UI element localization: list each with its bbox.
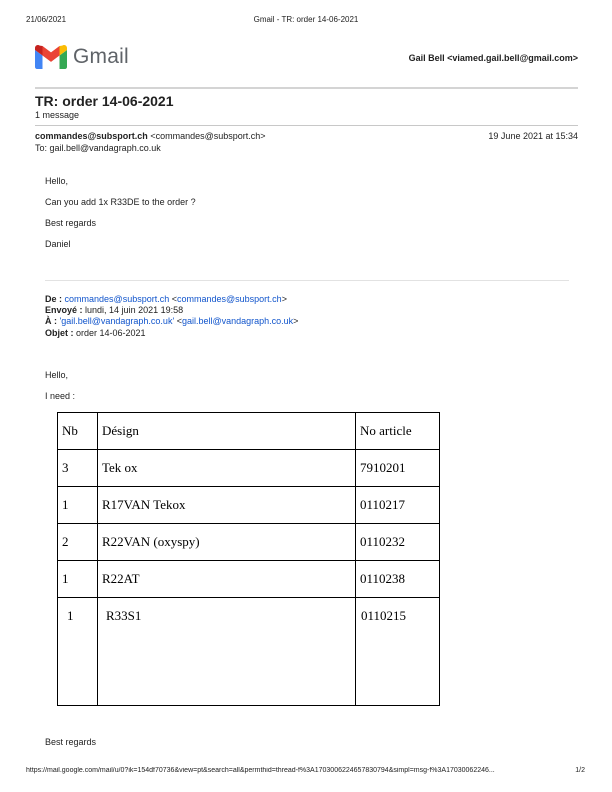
cell-nb: 1 — [58, 561, 98, 598]
message-to: To: gail.bell@vandagraph.co.uk — [35, 143, 161, 153]
message-from — [35, 131, 266, 141]
gmail-m-icon — [35, 45, 67, 69]
gmail-logo-text: Gmail — [73, 45, 129, 68]
print-title: Gmail - TR: order 14-06-2021 — [253, 15, 359, 24]
forward-de-label: De : — [45, 294, 63, 304]
forward-to: À : 'gail.bell@vandagraph.co.uk' <gail.bell@vandagraph.co.uk> — [45, 316, 299, 326]
subject-divider — [35, 125, 578, 126]
table-header-row — [58, 413, 440, 450]
forward-subject — [45, 328, 146, 338]
forward-sent — [45, 305, 183, 315]
thread-subject: TR: order 14-06-2021 — [35, 93, 174, 109]
cell-design: R22VAN (oxyspy) — [98, 524, 356, 561]
cell-design: R33S1 — [98, 598, 356, 706]
cell-nb: 2 — [58, 524, 98, 561]
header-article: No article — [356, 413, 440, 450]
forward-envoye-value: lundi, 14 juin 2021 19:58 — [85, 305, 184, 315]
cell-article: 7910201 — [356, 450, 440, 487]
table-row — [58, 598, 440, 706]
print-page: 1/2 — [575, 767, 585, 774]
message-count: 1 message — [35, 110, 80, 120]
sender-name: commandes@subsport.ch — [35, 131, 148, 141]
cell-article: 0110217 — [356, 487, 440, 524]
cell-nb: 1 — [58, 598, 98, 706]
order-table — [57, 412, 440, 706]
account-label: Gail Bell <viamed.gail.bell@gmail.com> — [408, 53, 578, 63]
table-row — [58, 524, 440, 561]
body-closing: Best regards — [45, 218, 97, 228]
print-url: https://mail.google.com/mail/u/0?ik=154df70736&view=pt&search=all&permthid=thread-f%3A1703006224657830794&simpl=msg-f%3A17030062246... — [26, 767, 495, 774]
forward-from: De : commandes@subsport.ch <commandes@subsport.ch> — [45, 294, 287, 304]
forward-a-link1[interactable]: 'gail.bell@vandagraph.co.uk' — [59, 316, 175, 326]
table-row — [58, 450, 440, 487]
header-design: Désign — [98, 413, 356, 450]
body-request: Can you add 1x R33DE to the order ? — [45, 197, 196, 207]
cell-nb: 3 — [58, 450, 98, 487]
forward-objet-label: Objet : — [45, 328, 74, 338]
cell-design: R17VAN Tekox — [98, 487, 356, 524]
gmail-logo[interactable] — [35, 44, 135, 70]
header-divider — [35, 87, 578, 89]
forward-need: I need : — [45, 391, 76, 401]
forward-greeting: Hello, — [45, 370, 69, 380]
forward-de-link[interactable]: commandes@subsport.ch — [64, 294, 170, 304]
forward-divider — [45, 280, 569, 281]
forward-envoye-label: Envoyé : — [45, 305, 83, 315]
cell-article: 0110238 — [356, 561, 440, 598]
table-row — [58, 487, 440, 524]
table-row — [58, 561, 440, 598]
forward-objet-value: order 14-06-2021 — [76, 328, 146, 338]
header-nb: Nb — [58, 413, 98, 450]
cell-design: R22AT — [98, 561, 356, 598]
forward-closing: Best regards — [45, 737, 97, 747]
body-greeting: Hello, — [45, 176, 69, 186]
message-date: 19 June 2021 at 15:34 — [488, 131, 578, 141]
forward-a-label: À : — [45, 316, 57, 326]
forward-a-link2[interactable]: gail.bell@vandagraph.co.uk — [181, 316, 294, 326]
sender-email: <commandes@subsport.ch> — [150, 131, 266, 141]
cell-article: 0110215 — [356, 598, 440, 706]
forward-de-email-link[interactable]: commandes@subsport.ch — [177, 294, 282, 304]
cell-design: Tek ox — [98, 450, 356, 487]
cell-article: 0110232 — [356, 524, 440, 561]
cell-nb: 1 — [58, 487, 98, 524]
print-date: 21/06/2021 — [26, 15, 67, 24]
body-signature: Daniel — [45, 239, 71, 249]
